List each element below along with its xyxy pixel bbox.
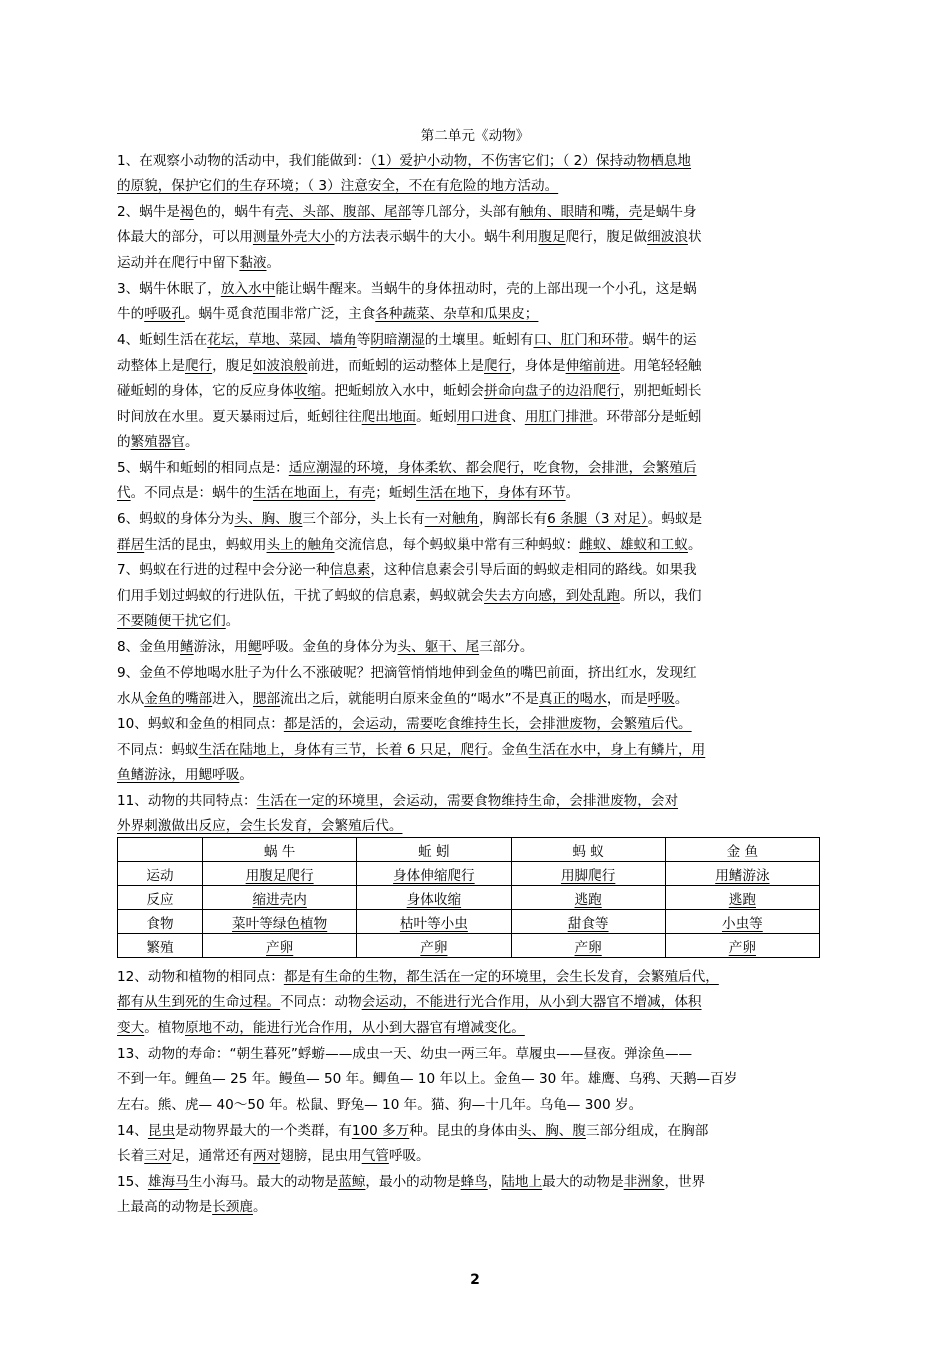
text-line [117, 612, 239, 630]
answer-blank: 都是活的，会运动，需要吃食维持生长，会排泄废物，会繁殖后代。 [283, 716, 692, 732]
answer-blank: 一对触角 [424, 511, 480, 527]
line-text: 14、 [117, 1123, 148, 1139]
answer-blank: 生活在陆地上，身体有三节，长着 6 只足，爬行 [198, 742, 488, 758]
answer-blank: 陆地上 [501, 1174, 543, 1190]
line-text: 9、金鱼不停地喝水肚子为什么不涨破呢？把滴管悄悄地伸到金鱼的嘴巴前面，挤出红水，发现红 [117, 665, 697, 681]
line-text: 。 [239, 767, 253, 783]
line-text: ，身体是 [511, 358, 566, 374]
line-text: 足，通常还有 [171, 1148, 253, 1164]
text-line [117, 715, 692, 733]
answer-blank: 失去方向感，到处乱跑 [484, 588, 620, 604]
line-text: 水从 [117, 691, 145, 707]
line-text: ，世界 [664, 1174, 706, 1190]
line-text: 等几部分，头部有 [411, 204, 520, 220]
line-text: 5、蜗牛和蚯蚓的相同点是： [117, 460, 289, 476]
line-text: 生小海马。最大的动物是 [188, 1174, 339, 1190]
table-cell: 菜叶等绿色植物 [203, 910, 357, 934]
answer-blank: 群居 [117, 537, 145, 553]
answer-blank: 长颈鹿 [212, 1199, 253, 1215]
line-text: 时间放在水里。夏天暴雨过后，蚯蚓往往 [117, 409, 362, 425]
table-cell: 甜食等 [511, 910, 665, 934]
answer-blank: 变大 [117, 1020, 145, 1036]
text-line [117, 792, 678, 810]
line-text: 。不同点是：蜗牛的 [130, 485, 253, 501]
line-text: 爬行，腹足做 [565, 229, 648, 245]
table-cell: 身体伸缩爬行 [357, 862, 511, 886]
table-cell: 小虫等 [665, 910, 819, 934]
line-text: 色的，蜗牛有 [193, 204, 276, 220]
answer-blank: 如波浪般 [252, 358, 308, 374]
text-line [117, 817, 402, 835]
table-cell: 枯叶等小虫 [357, 910, 511, 934]
text-line [117, 741, 705, 759]
line-text: 种。昆虫的身体由 [409, 1123, 519, 1139]
line-text: 8、金鱼用 [117, 639, 181, 655]
table-cell: 身体收缩 [357, 886, 511, 910]
answer-blank: 繁殖器官 [130, 434, 185, 450]
text-line [117, 408, 702, 426]
line-text: 。植物 [144, 1020, 185, 1036]
answer-blank: 用口进食 [456, 409, 512, 425]
table-row [118, 910, 820, 934]
line-text: 。 [266, 255, 281, 271]
line-text: 10、蚂蚁和金鱼的相同点： [117, 716, 284, 732]
answer-blank: 100 多万 [351, 1123, 410, 1139]
answer-blank: 会运动，不能进行光合作用，从小到大器官不增减，体积 [361, 994, 702, 1010]
answer-blank: 细波浪 [647, 229, 688, 245]
answer-blank: 爬出地面 [361, 409, 417, 425]
answer-blank: 雄海马 [147, 1174, 189, 1190]
line-text: 三部分组成，在胸部 [586, 1123, 709, 1139]
answer-blank: 伸缩前进 [565, 358, 620, 374]
answer-blank: 两对 [252, 1148, 281, 1164]
line-text: 左右。熊、虎— 40～50 年。松鼠、野兔— 10 年。猫、狗—十几年。乌龟— 300 岁。 [117, 1097, 643, 1113]
answer-blank: 生活在水中，身上有鳞片，用 [528, 742, 706, 758]
line-text: 呼吸。 [388, 1148, 430, 1164]
line-text: 13、动物的寿命：“朝生暮死”蜉蝣——成虫一天、幼虫一两三年。草履虫——昼夜。弹涂鱼—— [117, 1046, 693, 1062]
page-number: 2 [470, 1272, 480, 1288]
text-line [117, 254, 280, 272]
answer-blank: 昆虫 [147, 1123, 176, 1139]
text-line [117, 484, 579, 502]
text-line [117, 152, 691, 170]
line-text: 。 [252, 1199, 267, 1215]
text-line [117, 331, 697, 349]
table-header-cell: 蚯 蚓 [357, 838, 511, 862]
text-line [117, 587, 702, 605]
line-text: 能让蜗牛醒来。当蜗牛的身体扭动时，壳的上部出现一个小孔，这是蜗 [275, 281, 697, 297]
table-header-cell: 蜗 牛 [203, 838, 357, 862]
answer-blank: 各种蔬菜、杂草和瓜果皮； [375, 306, 539, 322]
answer-blank: 用肛门排泄 [524, 409, 593, 425]
answer-blank: 鳃 [248, 639, 262, 655]
answer-blank: 头、胸、腹 [518, 1123, 586, 1139]
line-text: 、 [511, 409, 525, 425]
text-line [117, 1147, 430, 1165]
answer-blank: 生活在地面上，有壳 [252, 485, 376, 501]
line-text: 。所以，我们 [619, 588, 702, 604]
answer-blank: 头、胸、腹 [234, 511, 303, 527]
line-text: 上最高的动物是 [117, 1199, 213, 1215]
answer-blank: 褐 [180, 204, 194, 220]
text-line [117, 638, 533, 656]
table-cell: 产卵 [357, 934, 511, 958]
line-text: 。 [184, 434, 199, 450]
table-header-cell [118, 838, 203, 862]
line-text: 。蚯蚓 [416, 409, 457, 425]
line-text: 不同点：动物 [280, 994, 362, 1010]
line-text: 不同点：蚂蚁 [117, 742, 199, 758]
line-text: 6、蚂蚁的身体分为 [117, 511, 235, 527]
line-text: 生活的昆虫，蚂蚁用 [144, 537, 267, 553]
table-cell: 逃跑 [665, 886, 819, 910]
answer-blank: 的原貌，保护它们的生存环境；（ 3）注意安全，不在有危险的地方活动。 [117, 178, 559, 194]
answer-blank: 口、肛门和环带 [533, 332, 629, 348]
text-line [117, 690, 688, 708]
text-line [117, 1045, 692, 1063]
line-text: 游泳，用 [193, 639, 248, 655]
text-line [117, 993, 702, 1011]
answer-blank: 花坛，草地、菜园、墙角 [207, 332, 357, 348]
answer-blank: 测量外壳大小 [252, 229, 335, 245]
line-text: 。把蚯蚓放入水中，蚯蚓会 [320, 383, 485, 399]
table-row [118, 862, 820, 886]
line-text: 。 [565, 485, 580, 501]
line-text: 们用手划过蚂蚁的行进队伍，干扰了蚂蚁的信息素，蚂蚁就会 [117, 588, 485, 604]
line-text: 不到一年。鲤鱼— 25 年。鳗鱼— 50 年。鲫鱼— 10 年以上。金鱼— 30 年。雄鹰、乌鸦、天鹅—百岁 [117, 1071, 738, 1087]
answer-blank: 鱼鳍游泳，用鳃呼吸 [117, 767, 240, 783]
line-text: 进入， [212, 691, 253, 707]
answer-blank: 6 条腿（3 对足） [547, 511, 648, 527]
line-text: 。 [225, 613, 240, 629]
line-text: 体最大的部分，可以用 [117, 229, 253, 245]
table-row [118, 934, 820, 958]
line-text: 。 [674, 691, 689, 707]
line-text: 。金鱼 [487, 742, 529, 758]
answer-blank: 适应潮湿的环境，身体柔软、都会爬行，吃食物，会排泄，会繁殖后 [288, 460, 697, 476]
answer-blank: 外界刺激做出反应，会生长发育，会繁殖后代。 [117, 818, 403, 834]
line-text: 交流信息，每个蚂蚁巢中常有三种蚂蚁： [334, 537, 580, 553]
table-cell: 缩进壳内 [203, 886, 357, 910]
text-line [117, 1173, 705, 1191]
answer-blank: 气管 [361, 1148, 389, 1164]
text-line [117, 228, 702, 246]
answer-blank: 代 [117, 485, 131, 501]
text-line [117, 280, 697, 298]
page-title: 第二单元《动物》 [420, 128, 530, 144]
line-text: 三部分。 [479, 639, 534, 655]
table-header-row [118, 838, 820, 862]
text-line [117, 382, 702, 400]
table-cell: 逃跑 [511, 886, 665, 910]
text-line [117, 203, 697, 221]
line-text: 11、动物的共同特点： [117, 793, 257, 809]
answer-blank: 蜂鸟 [460, 1174, 488, 1190]
line-text: ，腹足 [212, 358, 253, 374]
answer-blank: 金鱼的嘴部 [144, 691, 213, 707]
answer-blank: 都是有生命的生物，都生活在一定的环境里，会生长发育，会繁殖后代， [283, 969, 719, 985]
line-text: 最大的动物是 [542, 1174, 624, 1190]
line-text: 翅膀，昆虫用 [280, 1148, 362, 1164]
answer-blank: 三对 [144, 1148, 172, 1164]
answer-blank: 头上的触角 [266, 537, 335, 553]
answer-blank: 呼吸 [647, 691, 675, 707]
text-line [117, 357, 702, 375]
line-text: ，最小的动物是 [365, 1174, 461, 1190]
line-text: 是动物界最大的一个类群，有 [175, 1123, 352, 1139]
answer-blank: 爬行 [484, 358, 512, 374]
line-text: 1、在观察小动物的活动中，我们能做到： [117, 153, 371, 169]
text-line [117, 664, 697, 682]
text-line [117, 1070, 737, 1088]
answer-blank: 头、躯干、尾 [397, 639, 480, 655]
answer-blank: 放入水中 [220, 281, 276, 297]
answer-blank: 收缩 [293, 383, 321, 399]
text-line [117, 1096, 642, 1114]
answer-blank: 触角、眼睛和嘴，壳 [519, 204, 643, 220]
line-text: 状 [687, 229, 702, 245]
answer-blank: 爬行 [184, 358, 213, 374]
text-line [117, 1198, 267, 1216]
table-cell: 食物 [118, 910, 203, 934]
table-row [118, 886, 820, 910]
text-line [117, 1019, 525, 1037]
text-line [117, 177, 558, 195]
line-text: 4、蚯蚓生活在 [117, 332, 208, 348]
table-cell: 产卵 [665, 934, 819, 958]
line-text: 。用笔轻轻触 [619, 358, 702, 374]
line-text: ，而是 [606, 691, 648, 707]
text-line [117, 305, 538, 323]
line-text: 长着 [117, 1148, 145, 1164]
answer-blank: 原地不动，能进行光合作用，从小到大器官有增减变化。 [184, 1020, 525, 1036]
answer-blank: 都有从生到死的生命过程。 [117, 994, 281, 1010]
line-text: ，这种信息素会引导后面的蚂蚁走相同的路线。如果我 [370, 562, 697, 578]
line-text: ， [487, 1174, 502, 1190]
answer-blank: 信息素 [329, 562, 371, 578]
line-text: 牛的 [117, 306, 145, 322]
line-text: 运动并在爬行中留下 [117, 255, 240, 271]
table-cell: 繁殖 [118, 934, 203, 958]
answer-blank: 真正的喝水 [538, 691, 607, 707]
table-cell: 运动 [118, 862, 203, 886]
answer-blank: 拼命向盘子的边沿爬行 [484, 383, 620, 399]
line-text: 等 [356, 332, 371, 348]
line-text: 的土壤里。蚯蚓有 [424, 332, 534, 348]
answer-blank: 阴暗潮湿 [370, 332, 425, 348]
line-text: 三个部分，头上长有 [302, 511, 425, 527]
line-text: 。蜗牛的运 [628, 332, 697, 348]
line-text: ；蚯蚓 [375, 485, 417, 501]
answer-blank: 非洲象 [623, 1174, 665, 1190]
line-text: 的 [117, 434, 131, 450]
line-text: 7、蚂蚁在行进的过程中会分泌一种 [117, 562, 330, 578]
line-text: 2、蜗牛是 [117, 204, 181, 220]
table-cell: 用鳍游泳 [665, 862, 819, 886]
answer-blank: 鳍 [180, 639, 194, 655]
answer-blank: 黏液 [239, 255, 267, 271]
line-text: 动整体上是 [117, 358, 185, 374]
answer-blank: 腮部 [252, 691, 281, 707]
line-text: 流出之后，就能明白原来金鱼的“喝水”不是 [280, 691, 539, 707]
line-text: ，胸部长有 [479, 511, 548, 527]
text-line [117, 968, 719, 986]
text-line [117, 433, 199, 451]
line-text: 3、蜗牛休眠了， [117, 281, 221, 297]
line-text: 。 [687, 537, 702, 553]
table-cell: 产卵 [203, 934, 357, 958]
line-text: 。环带部分是蚯蚓 [592, 409, 702, 425]
answer-blank: 生活在地下，身体有环节 [416, 485, 566, 501]
answer-blank: 生活在一定的环境里，会运动，需要食物维持生命，会排泄废物，会对 [256, 793, 679, 809]
text-line [117, 561, 697, 579]
text-line [117, 536, 702, 554]
table-cell: 用脚爬行 [511, 862, 665, 886]
answer-blank: 腹足 [538, 229, 566, 245]
line-text: ，别把蚯蚓长 [619, 383, 702, 399]
text-line [117, 459, 697, 477]
text-line [117, 766, 253, 784]
answer-blank: 呼吸孔 [144, 306, 185, 322]
text-line [117, 1122, 708, 1140]
answer-blank: 壳、头部、腹部、尾部 [275, 204, 412, 220]
line-text: 。蚂蚁是 [647, 511, 703, 527]
line-text: 的方法表示蜗牛的大小。蜗牛利用 [334, 229, 539, 245]
table-cell: 用腹足爬行 [203, 862, 357, 886]
answer-blank: （1）爱护小动物，不伤害它们；（ 2）保持动物栖息地 [370, 153, 692, 169]
line-text: 是蜗牛身 [642, 204, 697, 220]
line-text: 15、 [117, 1174, 148, 1190]
answer-blank: 雌蚁、雄蚁和工蚁 [579, 537, 688, 553]
line-text: 呼吸。金鱼的身体分为 [261, 639, 398, 655]
line-text: 。蜗牛觅食范围非常广泛，主食 [184, 306, 376, 322]
table-cell: 反应 [118, 886, 203, 910]
text-line [117, 510, 702, 528]
line-text: 12、动物和植物的相同点： [117, 969, 284, 985]
table-header-cell: 金 鱼 [665, 838, 819, 862]
table-cell: 产卵 [511, 934, 665, 958]
line-text: 碰蚯蚓的身体，它的反应身体 [117, 383, 294, 399]
answer-blank: 不要随便干扰它们 [117, 613, 226, 629]
animal-comparison-table [117, 837, 820, 958]
table-header-cell: 蚂 蚁 [511, 838, 665, 862]
line-text: 前进，而蚯蚓的运动整体上是 [307, 358, 485, 374]
answer-blank: 蓝鲸 [338, 1174, 366, 1190]
